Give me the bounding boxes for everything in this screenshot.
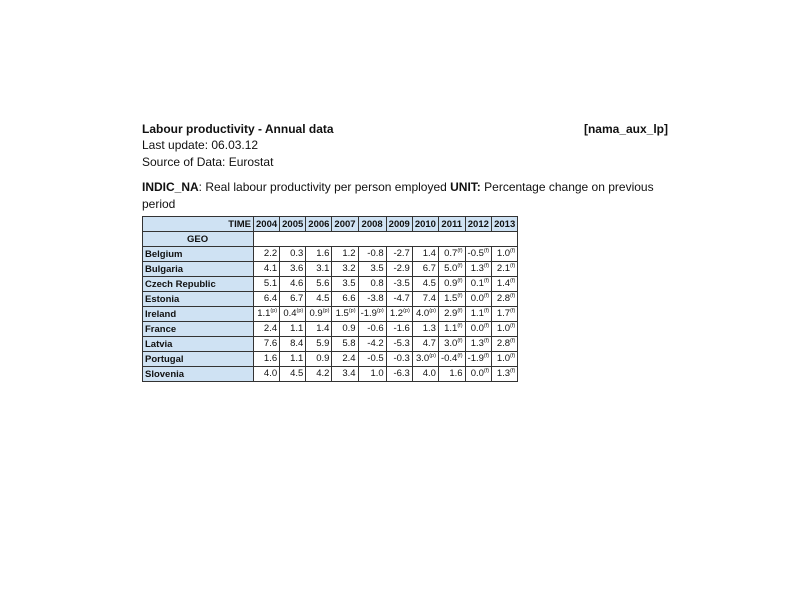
table-row	[143, 337, 518, 352]
year-header: 2004	[254, 217, 280, 232]
value-number: 1.3	[470, 338, 484, 350]
value-number: 6.7	[290, 293, 304, 305]
value-number: 3.5	[342, 278, 356, 290]
value-cell	[492, 247, 518, 262]
value-number: 3.6	[290, 263, 304, 275]
value-number: 3.0	[444, 338, 458, 350]
value-cell	[492, 367, 518, 382]
value-cell	[412, 307, 438, 322]
value-flag: (p)	[296, 308, 304, 315]
value-cell	[358, 292, 386, 307]
value-number: -3.8	[367, 293, 384, 305]
value-flag: (f)	[510, 248, 516, 255]
value-flag: (f)	[483, 368, 490, 375]
value-number: 0.9	[342, 323, 356, 335]
value-cell	[254, 352, 280, 367]
value-cell	[332, 247, 358, 262]
value-cell	[465, 307, 492, 322]
value-cell	[254, 367, 280, 382]
value-cell	[254, 247, 280, 262]
value-flag: (f)	[457, 338, 463, 345]
value-number: -2.9	[393, 263, 410, 275]
table-row	[143, 367, 518, 382]
value-number: -1.9	[360, 308, 377, 320]
value-number: -0.3	[393, 353, 410, 365]
geo-cell: Bulgaria	[143, 262, 254, 277]
table-row	[143, 292, 518, 307]
value-number: 6.6	[342, 293, 356, 305]
value-number: 3.5	[370, 263, 384, 275]
value-number: 7.6	[263, 338, 278, 350]
value-number: 4.0	[263, 368, 278, 380]
value-cell	[492, 307, 518, 322]
value-number: 4.7	[422, 338, 436, 350]
geo-cell: Latvia	[143, 337, 254, 352]
value-cell	[358, 247, 386, 262]
value-flag: (p)	[322, 308, 330, 315]
year-header: 2011	[438, 217, 465, 232]
value-number: 1.1	[444, 323, 458, 335]
value-cell	[438, 367, 465, 382]
table-row	[143, 352, 518, 367]
value-cell	[306, 367, 332, 382]
year-header: 2005	[280, 217, 306, 232]
value-number: 4.2	[316, 368, 330, 380]
value-number: 1.4	[496, 278, 511, 290]
value-number: 4.1	[263, 263, 278, 275]
value-number: 0.0	[470, 293, 484, 305]
indic-label: INDIC_NA	[142, 180, 199, 194]
value-number: 0.9	[309, 308, 323, 320]
unit-label: UNIT:	[450, 180, 481, 194]
value-flag: (f)	[457, 293, 463, 300]
value-cell	[280, 292, 306, 307]
value-cell	[412, 262, 438, 277]
value-number: 0.7	[444, 248, 458, 260]
value-cell	[438, 247, 465, 262]
value-cell	[332, 367, 358, 382]
value-number: 4.5	[290, 368, 304, 380]
value-number: 1.7	[496, 308, 511, 320]
value-cell	[412, 292, 438, 307]
value-cell	[386, 247, 412, 262]
value-cell	[438, 277, 465, 292]
value-cell	[306, 277, 332, 292]
value-number: 3.2	[342, 263, 356, 275]
value-number: 8.4	[290, 338, 304, 350]
value-number: 3.4	[342, 368, 356, 380]
value-cell	[412, 247, 438, 262]
value-cell	[306, 337, 332, 352]
value-number: -4.7	[393, 293, 410, 305]
value-cell	[254, 292, 280, 307]
value-cell	[465, 292, 492, 307]
value-cell	[306, 322, 332, 337]
value-flag: (f)	[457, 308, 463, 315]
value-cell	[280, 247, 306, 262]
table-row	[143, 277, 518, 292]
value-flag: (p)	[270, 308, 278, 315]
table-row	[143, 322, 518, 337]
value-number: -5.3	[393, 338, 410, 350]
value-number: 0.0	[470, 323, 484, 335]
value-cell	[254, 337, 280, 352]
value-cell	[332, 292, 358, 307]
value-cell	[358, 277, 386, 292]
value-cell	[332, 352, 358, 367]
value-flag: (f)	[483, 323, 490, 330]
geo-cell: Slovenia	[143, 367, 254, 382]
geo-cell: France	[143, 322, 254, 337]
value-cell	[412, 277, 438, 292]
value-number: 1.3	[470, 263, 484, 275]
value-number: 4.6	[290, 278, 304, 290]
value-number: 1.3	[422, 323, 436, 335]
document	[142, 121, 668, 382]
value-flag: (f)	[483, 308, 490, 315]
value-cell	[465, 262, 492, 277]
value-cell	[358, 337, 386, 352]
value-cell	[465, 337, 492, 352]
value-flag: (f)	[510, 278, 516, 285]
value-cell	[358, 352, 386, 367]
value-cell	[412, 367, 438, 382]
value-number: 5.1	[263, 278, 278, 290]
value-flag: (f)	[510, 338, 516, 345]
value-flag: (f)	[510, 308, 516, 315]
productivity-table	[142, 216, 518, 382]
year-header: 2008	[358, 217, 386, 232]
value-cell	[358, 262, 386, 277]
value-cell	[492, 292, 518, 307]
value-flag: (f)	[457, 353, 463, 360]
table-row	[143, 307, 518, 322]
value-flag: (f)	[510, 293, 516, 300]
value-number: 1.6	[263, 353, 278, 365]
value-number: 5.8	[342, 338, 356, 350]
value-number: 7.4	[422, 293, 436, 305]
indic-text: : Real labour productivity per person employed	[198, 180, 451, 194]
value-number: 2.2	[263, 248, 278, 260]
value-flag: (f)	[510, 353, 516, 360]
value-cell	[254, 322, 280, 337]
value-number: 0.9	[316, 353, 330, 365]
value-cell	[386, 367, 412, 382]
value-number: 1.0	[370, 368, 384, 380]
table-row	[143, 262, 518, 277]
value-cell	[438, 352, 465, 367]
value-flag: (f)	[483, 263, 490, 270]
value-number: 2.8	[496, 293, 511, 305]
value-number: -1.6	[393, 323, 410, 335]
value-flag: (p)	[429, 353, 436, 360]
value-cell	[358, 322, 386, 337]
value-flag: (f)	[483, 338, 490, 345]
value-number: 5.0	[444, 263, 458, 275]
value-cell	[492, 262, 518, 277]
value-flag: (f)	[457, 248, 463, 255]
value-cell	[280, 262, 306, 277]
value-number: -0.5	[367, 353, 384, 365]
geo-header: GEO	[143, 232, 254, 247]
value-cell	[306, 262, 332, 277]
value-flag: (p)	[348, 308, 356, 315]
value-cell	[332, 322, 358, 337]
value-number: 4.5	[422, 278, 436, 290]
value-flag: (f)	[483, 293, 490, 300]
value-cell	[465, 277, 492, 292]
value-cell	[306, 307, 332, 322]
value-flag: (f)	[457, 323, 463, 330]
geo-cell: Portugal	[143, 352, 254, 367]
time-header: TIME	[143, 217, 254, 232]
value-cell	[492, 322, 518, 337]
value-cell	[332, 337, 358, 352]
value-flag: (p)	[403, 308, 410, 315]
value-cell	[412, 322, 438, 337]
year-header: 2007	[332, 217, 358, 232]
value-cell	[465, 322, 492, 337]
value-cell	[492, 352, 518, 367]
table-body	[143, 247, 518, 382]
value-cell	[386, 262, 412, 277]
value-number: 1.0	[496, 323, 511, 335]
value-number: -6.3	[393, 368, 410, 380]
value-number: 4.5	[316, 293, 330, 305]
value-number: 4.0	[422, 368, 436, 380]
dataset-code: [nama_aux_lp]	[583, 122, 668, 136]
value-cell	[386, 352, 412, 367]
geo-cell: Estonia	[143, 292, 254, 307]
value-cell	[386, 277, 412, 292]
value-flag: (f)	[483, 353, 490, 360]
data-source: Source of Data: Eurostat	[142, 155, 274, 169]
value-cell	[280, 352, 306, 367]
last-update: Last update: 06.03.12	[142, 138, 259, 152]
value-number: 0.4	[283, 308, 297, 320]
value-cell	[386, 307, 412, 322]
value-cell	[254, 277, 280, 292]
value-cell	[358, 307, 386, 322]
value-number: -2.7	[393, 248, 410, 260]
value-cell	[332, 307, 358, 322]
value-number: 1.2	[389, 308, 404, 320]
value-number: -0.8	[367, 248, 384, 260]
time-header-row	[143, 217, 518, 232]
value-number: -1.9	[467, 353, 484, 365]
geo-header-blank	[254, 232, 518, 247]
value-flag: (f)	[510, 263, 516, 270]
value-number: -4.2	[367, 338, 384, 350]
value-number: 5.9	[316, 338, 330, 350]
value-cell	[280, 322, 306, 337]
value-number: 1.4	[316, 323, 330, 335]
value-number: 1.6	[316, 248, 330, 260]
value-number: -0.4	[440, 353, 458, 365]
geo-header-row	[143, 232, 518, 247]
value-number: 1.2	[342, 248, 356, 260]
value-number: 1.1	[257, 308, 271, 320]
value-cell	[386, 322, 412, 337]
value-cell	[358, 367, 386, 382]
value-cell	[280, 277, 306, 292]
year-header: 2009	[386, 217, 412, 232]
value-cell	[438, 262, 465, 277]
value-number: 1.1	[290, 323, 304, 335]
value-cell	[280, 337, 306, 352]
value-number: 1.1	[290, 353, 304, 365]
value-cell	[306, 247, 332, 262]
value-cell	[332, 277, 358, 292]
value-flag: (p)	[429, 308, 436, 315]
value-cell	[386, 292, 412, 307]
value-number: 1.0	[496, 353, 511, 365]
value-number: 0.3	[290, 248, 304, 260]
value-number: 1.0	[496, 248, 511, 260]
year-header: 2010	[412, 217, 438, 232]
value-cell	[438, 337, 465, 352]
value-cell	[332, 262, 358, 277]
table-row	[143, 247, 518, 262]
value-number: 2.4	[263, 323, 278, 335]
value-cell	[492, 277, 518, 292]
value-number: -0.5	[467, 248, 484, 260]
value-cell	[306, 292, 332, 307]
value-flag: (f)	[510, 323, 516, 330]
year-header: 2013	[492, 217, 518, 232]
value-number: 2.4	[342, 353, 356, 365]
year-header: 2006	[306, 217, 332, 232]
value-cell	[280, 307, 306, 322]
value-number: 5.6	[316, 278, 330, 290]
value-cell	[412, 337, 438, 352]
value-cell	[492, 337, 518, 352]
title-row	[142, 121, 668, 137]
value-number: 0.1	[470, 278, 484, 290]
indicator-description	[142, 179, 668, 213]
value-number: 1.4	[422, 248, 436, 260]
value-number: 2.9	[444, 308, 458, 320]
value-number: 1.6	[449, 368, 463, 380]
value-number: 3.1	[316, 263, 330, 275]
value-number: 1.3	[496, 368, 511, 380]
value-flag: (f)	[457, 263, 463, 270]
value-number: 1.5	[444, 293, 458, 305]
value-flag: (f)	[483, 248, 490, 255]
value-cell	[465, 247, 492, 262]
value-cell	[438, 292, 465, 307]
value-number: 0.8	[370, 278, 384, 290]
value-cell	[438, 322, 465, 337]
value-number: -3.5	[393, 278, 410, 290]
unit-text: Percentage change on previous period	[142, 180, 654, 211]
geo-cell: Belgium	[143, 247, 254, 262]
value-flag: (f)	[483, 278, 490, 285]
value-number: 6.7	[422, 263, 436, 275]
year-header: 2012	[465, 217, 492, 232]
value-cell	[465, 367, 492, 382]
value-number: 3.0	[416, 353, 430, 365]
value-flag: (f)	[457, 278, 463, 285]
value-cell	[438, 307, 465, 322]
dataset-title: Labour productivity - Annual data	[142, 122, 334, 136]
value-cell	[280, 367, 306, 382]
value-cell	[306, 352, 332, 367]
value-flag: (p)	[376, 308, 384, 315]
value-number: 0.9	[444, 278, 458, 290]
value-number: 0.0	[470, 368, 484, 380]
value-number: -0.6	[367, 323, 384, 335]
value-number: 1.1	[470, 308, 484, 320]
value-cell	[254, 307, 280, 322]
value-flag: (f)	[510, 368, 516, 375]
value-cell	[254, 262, 280, 277]
value-number: 1.5	[335, 308, 349, 320]
geo-cell: Czech Republic	[143, 277, 254, 292]
geo-cell: Ireland	[143, 307, 254, 322]
value-number: 6.4	[263, 293, 278, 305]
value-cell	[412, 352, 438, 367]
value-cell	[465, 352, 492, 367]
value-number: 2.8	[496, 338, 511, 350]
value-number: 4.0	[416, 308, 430, 320]
value-number: 2.1	[496, 263, 511, 275]
value-cell	[386, 337, 412, 352]
